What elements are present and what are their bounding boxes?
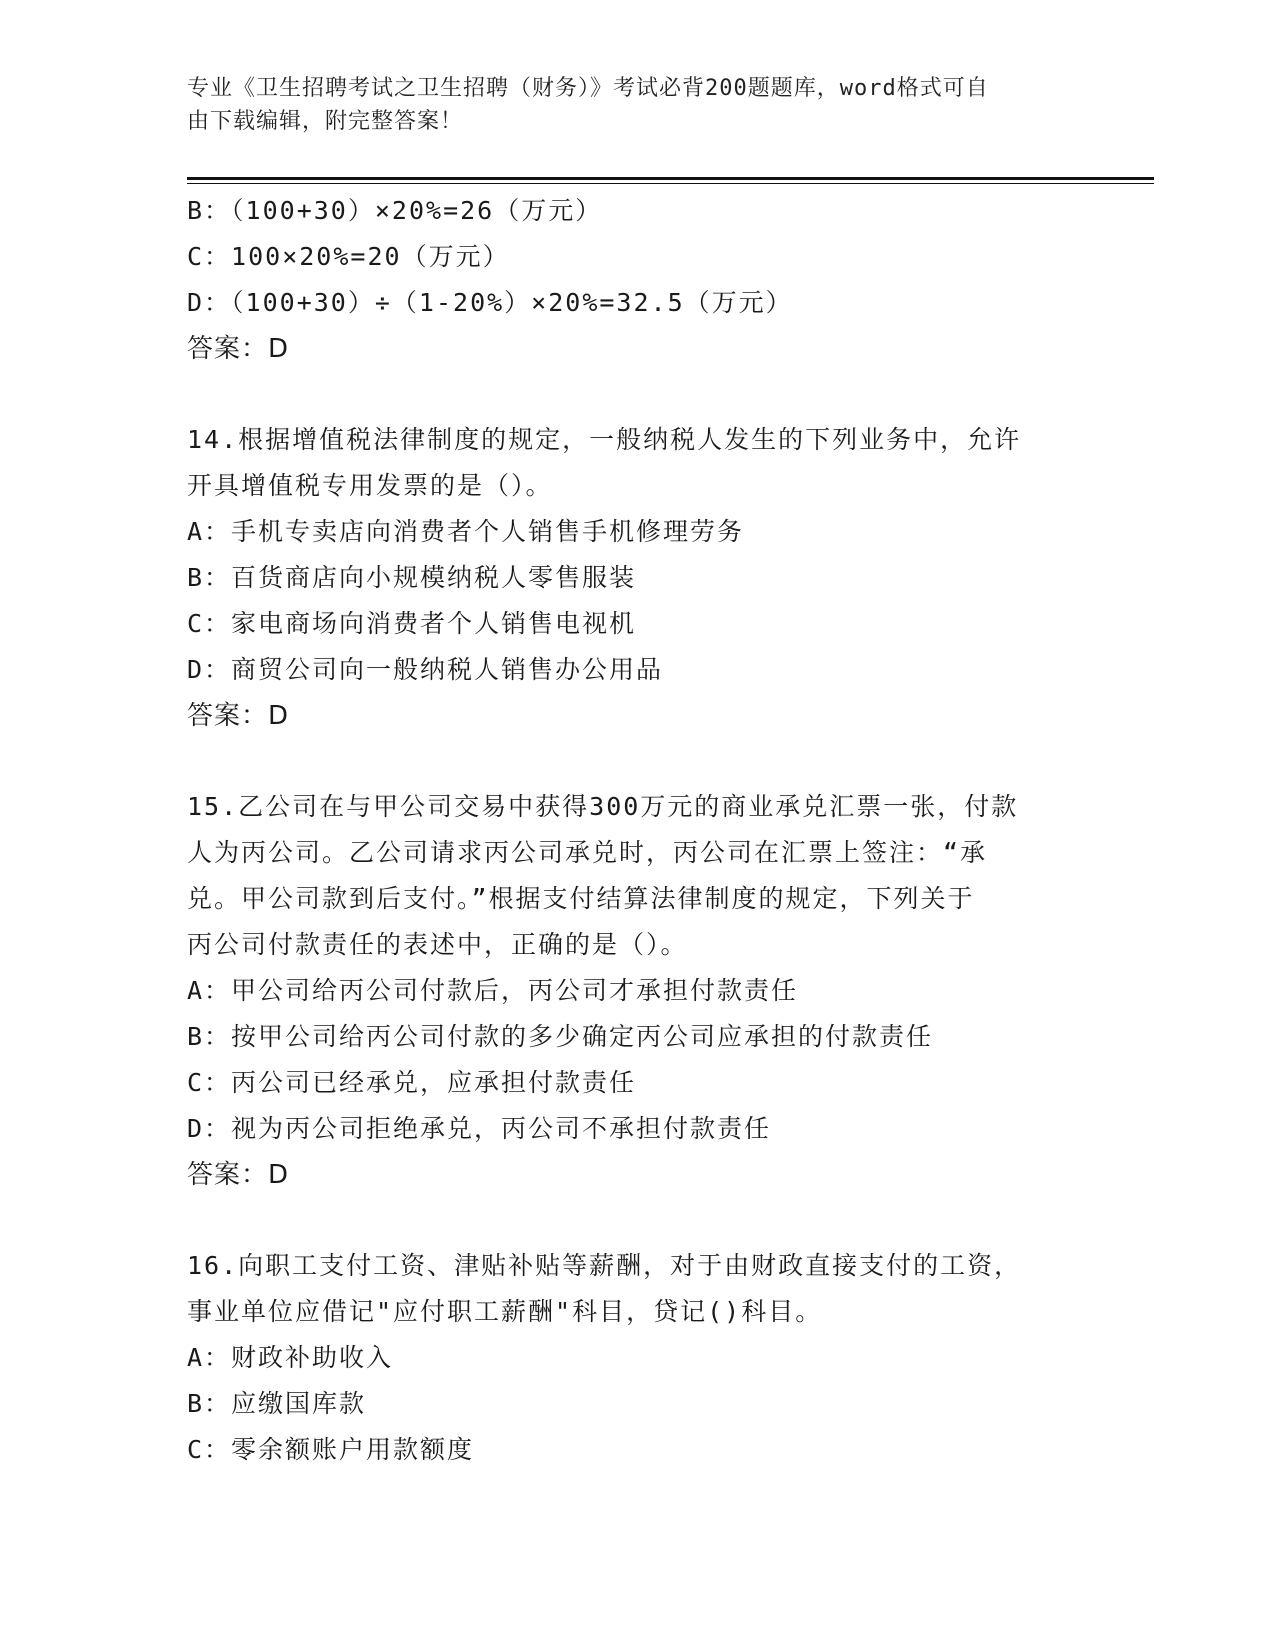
q15-stem-line-4: 丙公司付款责任的表述中，正确的是（）。 [187,930,688,959]
q14-stem-line-2: 开具增值税专用发票的是（）。 [187,471,553,500]
q14-stem-line-1: 14.根据增值税法律制度的规定，一般纳税人发生的下列业务中，允许 [187,425,1022,454]
page-header [187,72,1077,138]
q15-stem-line-2: 人为丙公司。乙公司请求丙公司承兑时，丙公司在汇票上签注：“承 [187,838,988,867]
q16-option-a: A：财政补助收入 [187,1343,394,1372]
header-line-1: 专业《卫生招聘考试之卫生招聘（财务）》考试必背200题题库，word格式可自 [187,76,989,101]
q15-option-d: D：视为丙公司拒绝承兑，丙公司不承担付款责任 [187,1114,772,1143]
q15-stem-line-3: 兑。甲公司款到后支付。”根据支付结算法律制度的规定，下列关于 [187,884,975,913]
q15-answer: 答案：D [187,1160,290,1190]
header-divider-thin [187,183,1154,184]
q13-option-d: D：（100+30）÷（1-20%）×20%=32.5（万元） [187,288,793,317]
question-list [187,188,1087,1473]
q14-option-b: B：百货商店向小规模纳税人零售服装 [187,563,637,592]
spacer [187,1198,1087,1243]
q13-option-b: B：（100+30）×20%=26（万元） [187,196,603,225]
q14-option-d: D：商贸公司向一般纳税人销售办公用品 [187,655,664,684]
q16-stem-line-2: 事业单位应借记"应付职工薪酬"科目，贷记()科目。 [187,1297,823,1326]
spacer [187,372,1087,417]
question-13-tail [187,188,1087,372]
q16-option-c: C：零余额账户用款额度 [187,1435,475,1464]
q16-option-b: B：应缴国库款 [187,1389,367,1418]
q13-option-c: C：100×20%=20（万元） [187,242,510,271]
header-divider-thick [187,177,1154,180]
q14-option-c: C：家电商场向消费者个人销售电视机 [187,609,637,638]
question-14 [187,417,1087,739]
q15-option-b: B：按甲公司给丙公司付款的多少确定丙公司应承担的付款责任 [187,1022,934,1051]
question-16 [187,1243,1087,1473]
header-line-2: 由下载编辑，附完整答案！ [187,109,464,134]
q14-answer: 答案：D [187,701,290,731]
q13-answer: 答案：D [187,334,290,364]
q15-option-c: C：丙公司已经承兑，应承担付款责任 [187,1068,637,1097]
q15-option-a: A：甲公司给丙公司付款后，丙公司才承担付款责任 [187,976,799,1005]
q14-option-a: A：手机专卖店向消费者个人销售手机修理劳务 [187,517,745,546]
q15-stem-line-1: 15.乙公司在与甲公司交易中获得300万元的商业承兑汇票一张，付款 [187,792,1019,821]
q16-stem-line-1: 16.向职工支付工资、津贴补贴等薪酬，对于由财政直接支付的工资， [187,1251,1022,1280]
question-15 [187,784,1087,1198]
spacer [187,739,1087,784]
